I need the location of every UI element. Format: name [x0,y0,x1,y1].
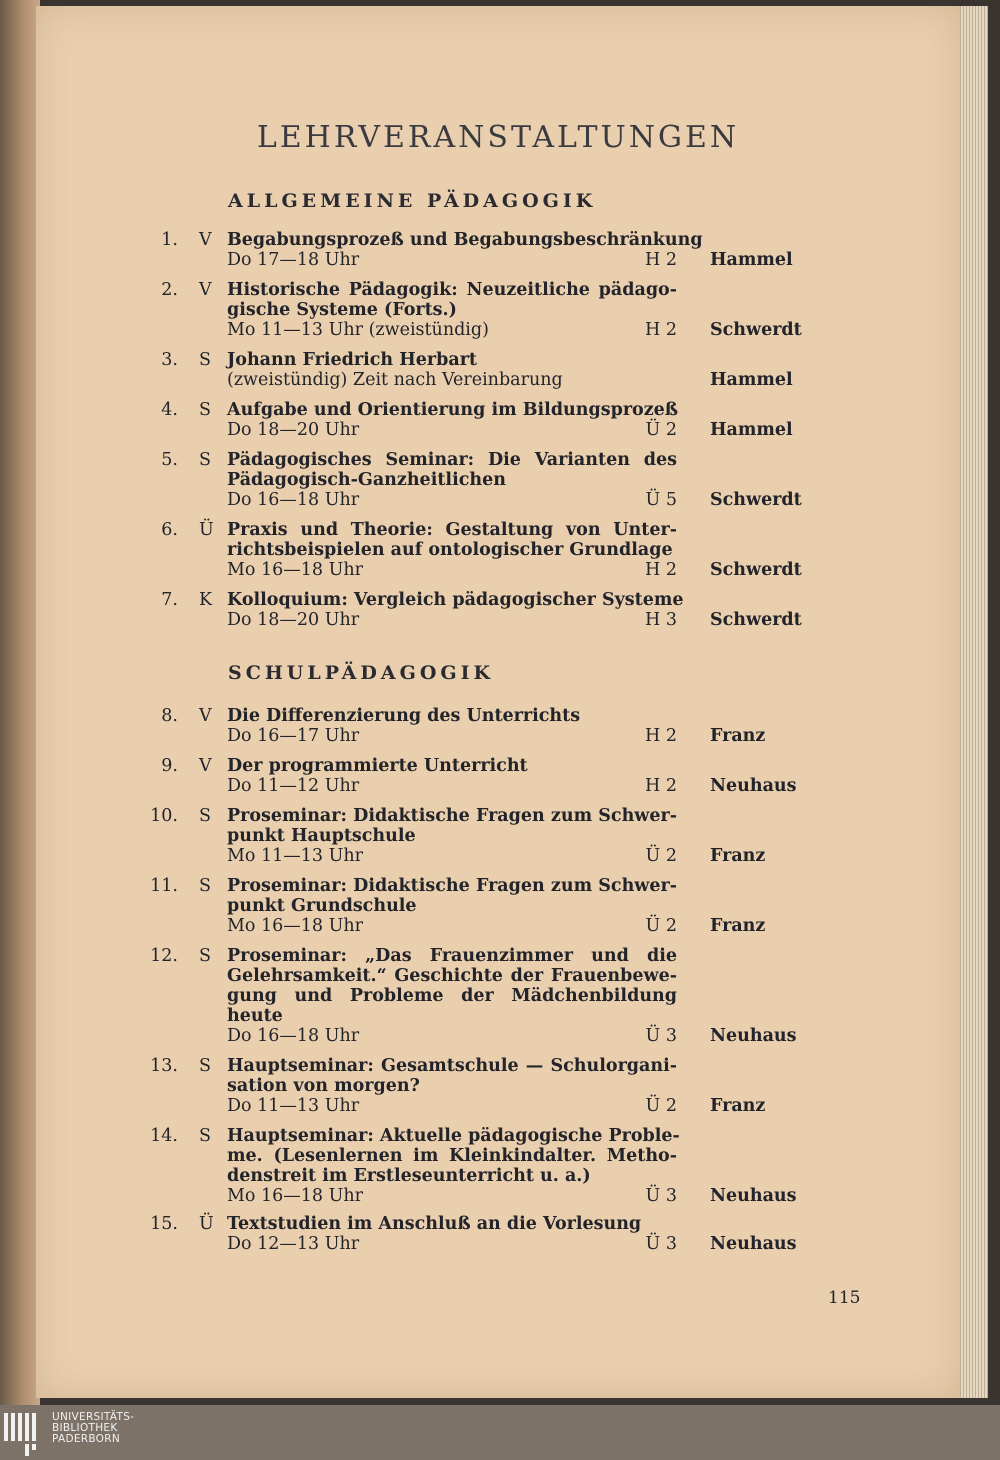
course-room: H 2 [645,320,677,340]
library-logo-icon [4,1411,46,1457]
course-time: Do 16—18 Uhr [227,490,360,510]
course-number: 8. [161,706,178,726]
course-lecturer: Franz [710,846,766,866]
course-body [227,756,677,796]
course-schedule [227,320,677,340]
course-title-line: Proseminar: „Das Frauenzimmer und die [227,946,677,966]
course-lecturer: Franz [710,1096,766,1116]
course-type: S [199,1056,211,1076]
course-title-line: Textstudien im Anschluß an die Vorlesung [227,1214,642,1234]
course-type: S [199,450,211,470]
course-title-line: Hauptseminar: Gesamtschule — Schulorgani- [227,1056,677,1076]
library-name [52,1412,134,1445]
course-title-line: punkt Hauptschule [227,826,416,846]
facing-page-edge [0,0,40,1405]
course-body [227,230,703,270]
course-title-line: heute [227,1006,283,1026]
footer-bar [0,1405,1000,1460]
course-body [227,876,677,936]
course-lecturer: Neuhaus [710,1026,797,1046]
course-type: V [199,280,212,300]
course-title-line: gische Systeme (Forts.) [227,300,457,320]
course-title-line: me. (Lesenlernen im Kleinkindalter. Metho- [227,1146,677,1166]
course-body [227,706,677,746]
course-title-line: Der programmierte Unterricht [227,756,528,776]
course-number: 14. [150,1126,178,1146]
course-type: S [199,806,211,826]
course-schedule [227,420,677,440]
course-schedule [227,1234,677,1254]
course-type: V [199,756,212,776]
course-title-line: Historische Pädagogik: Neuzeitliche pädago- [227,280,677,300]
course-schedule [227,776,677,796]
course-schedule [227,1096,677,1116]
course-time: Do 18—20 Uhr [227,610,360,630]
course-schedule [227,490,677,510]
course-title-line: Kolloquium: Vergleich pädagogischer Systeme [227,590,684,610]
course-type: Ü [199,1214,214,1234]
course-schedule [227,250,677,270]
course-type: V [199,706,212,726]
book-page [36,6,960,1398]
course-title-line: Pädagogisch-Ganzheitlichen [227,470,506,490]
course-room: H 2 [645,250,677,270]
course-title-line: punkt Grundschule [227,896,417,916]
course-time: Do 12—13 Uhr [227,1234,360,1254]
course-room: Ü 3 [645,1186,677,1206]
course-lecturer: Schwerdt [710,490,802,510]
course-time: Mo 11—13 Uhr (zweistündig) [227,320,489,340]
course-title-line: Praxis und Theorie: Gestaltung von Unter- [227,520,677,540]
course-title-line: sation von morgen? [227,1076,420,1096]
course-schedule [227,1186,677,1206]
course-time: (zweistündig) Zeit nach Vereinbarung [227,370,563,390]
course-type: S [199,1126,211,1146]
page-edges [958,6,988,1398]
course-number: 4. [161,400,178,420]
course-number: 1. [161,230,178,250]
course-number: 9. [161,756,178,776]
course-room: Ü 2 [645,1096,677,1116]
course-time: Do 11—13 Uhr [227,1096,360,1116]
course-schedule [227,726,677,746]
course-schedule [227,846,677,866]
course-room: Ü 3 [645,1234,677,1254]
course-schedule [227,610,677,630]
library-name-line-3: PADERBORN [52,1433,120,1445]
course-room: Ü 2 [645,916,677,936]
course-number: 10. [150,806,178,826]
course-number: 12. [150,946,178,966]
course-body [227,450,677,510]
course-number: 6. [161,520,178,540]
course-body [227,400,677,440]
course-lecturer: Hammel [710,250,793,270]
course-type: S [199,350,211,370]
course-type: Ü [199,520,214,540]
section-heading: ALLGEMEINE PÄDAGOGIK [228,190,597,212]
course-time: Mo 16—18 Uhr [227,560,364,580]
course-schedule [227,370,677,390]
course-number: 5. [161,450,178,470]
course-title-line: Begabungsprozeß und Begabungsbeschränkung [227,230,703,250]
course-time: Mo 16—18 Uhr [227,1186,364,1206]
course-room: Ü 2 [645,420,677,440]
library-name-line-1: UNIVERSITÄTS- [52,1411,135,1423]
page-number: 115 [828,1288,861,1308]
course-room: Ü 2 [645,846,677,866]
course-time: Do 17—18 Uhr [227,250,360,270]
course-lecturer: Neuhaus [710,1186,797,1206]
course-time: Do 16—18 Uhr [227,1026,360,1046]
course-title-line: Pädagogisches Seminar: Die Varianten des [227,450,677,470]
course-schedule [227,560,677,580]
course-lecturer: Neuhaus [710,776,797,796]
course-time: Mo 16—18 Uhr [227,916,364,936]
course-lecturer: Franz [710,726,766,746]
course-lecturer: Hammel [710,370,793,390]
course-number: 2. [161,280,178,300]
course-room: H 3 [645,610,677,630]
course-title-line: richtsbeispielen auf ontologischer Grundlage [227,540,673,560]
course-body [227,1126,680,1206]
course-type: V [199,230,212,250]
course-title-line: Gelehrsamkeit.“ Geschichte der Frauenbewe- [227,966,677,986]
course-title-line: Aufgabe und Orientierung im Bildungsprozeß [227,400,679,420]
page-title: LEHRVERANSTALTUNGEN [256,120,740,155]
course-lecturer: Neuhaus [710,1234,797,1254]
course-body [227,350,677,390]
course-title-line: Hauptseminar: Aktuelle pädagogische Proble- [227,1126,680,1146]
course-room: H 2 [645,726,677,746]
course-body [227,806,677,866]
course-room: Ü 5 [645,490,677,510]
course-number: 13. [150,1056,178,1076]
course-body [227,1214,677,1254]
course-lecturer: Hammel [710,420,793,440]
course-title-line: Die Differenzierung des Unterrichts [227,706,581,726]
course-type: S [199,400,211,420]
course-time: Do 11—12 Uhr [227,776,360,796]
library-name-line-2: BIBLIOTHEK [52,1422,118,1434]
course-number: 15. [150,1214,178,1234]
course-schedule [227,1026,677,1046]
course-body [227,590,684,630]
course-time: Do 16—17 Uhr [227,726,360,746]
course-time: Mo 11—13 Uhr [227,846,364,866]
course-lecturer: Schwerdt [710,610,802,630]
course-room: H 2 [645,776,677,796]
course-body [227,520,677,580]
course-number: 3. [161,350,178,370]
section-heading: SCHULPÄDAGOGIK [228,662,494,684]
course-title-line: gung und Probleme der Mädchenbildung [227,986,677,1006]
course-body [227,946,677,1046]
course-room: Ü 3 [645,1026,677,1046]
course-lecturer: Schwerdt [710,320,802,340]
course-type: S [199,876,211,896]
course-lecturer: Franz [710,916,766,936]
course-body [227,1056,677,1116]
course-number: 7. [161,590,178,610]
course-title-line: Proseminar: Didaktische Fragen zum Schwer- [227,806,677,826]
course-body [227,280,677,340]
course-title-line: Proseminar: Didaktische Fragen zum Schwer- [227,876,677,896]
course-title-line: Johann Friedrich Herbart [227,350,478,370]
course-room: H 2 [645,560,677,580]
course-time: Do 18—20 Uhr [227,420,360,440]
course-number: 11. [150,876,178,896]
course-lecturer: Schwerdt [710,560,802,580]
course-title-line: denstreit im Erstleseunterricht u. a.) [227,1166,591,1186]
course-schedule [227,916,677,936]
course-type: S [199,946,211,966]
course-type: K [199,590,213,610]
